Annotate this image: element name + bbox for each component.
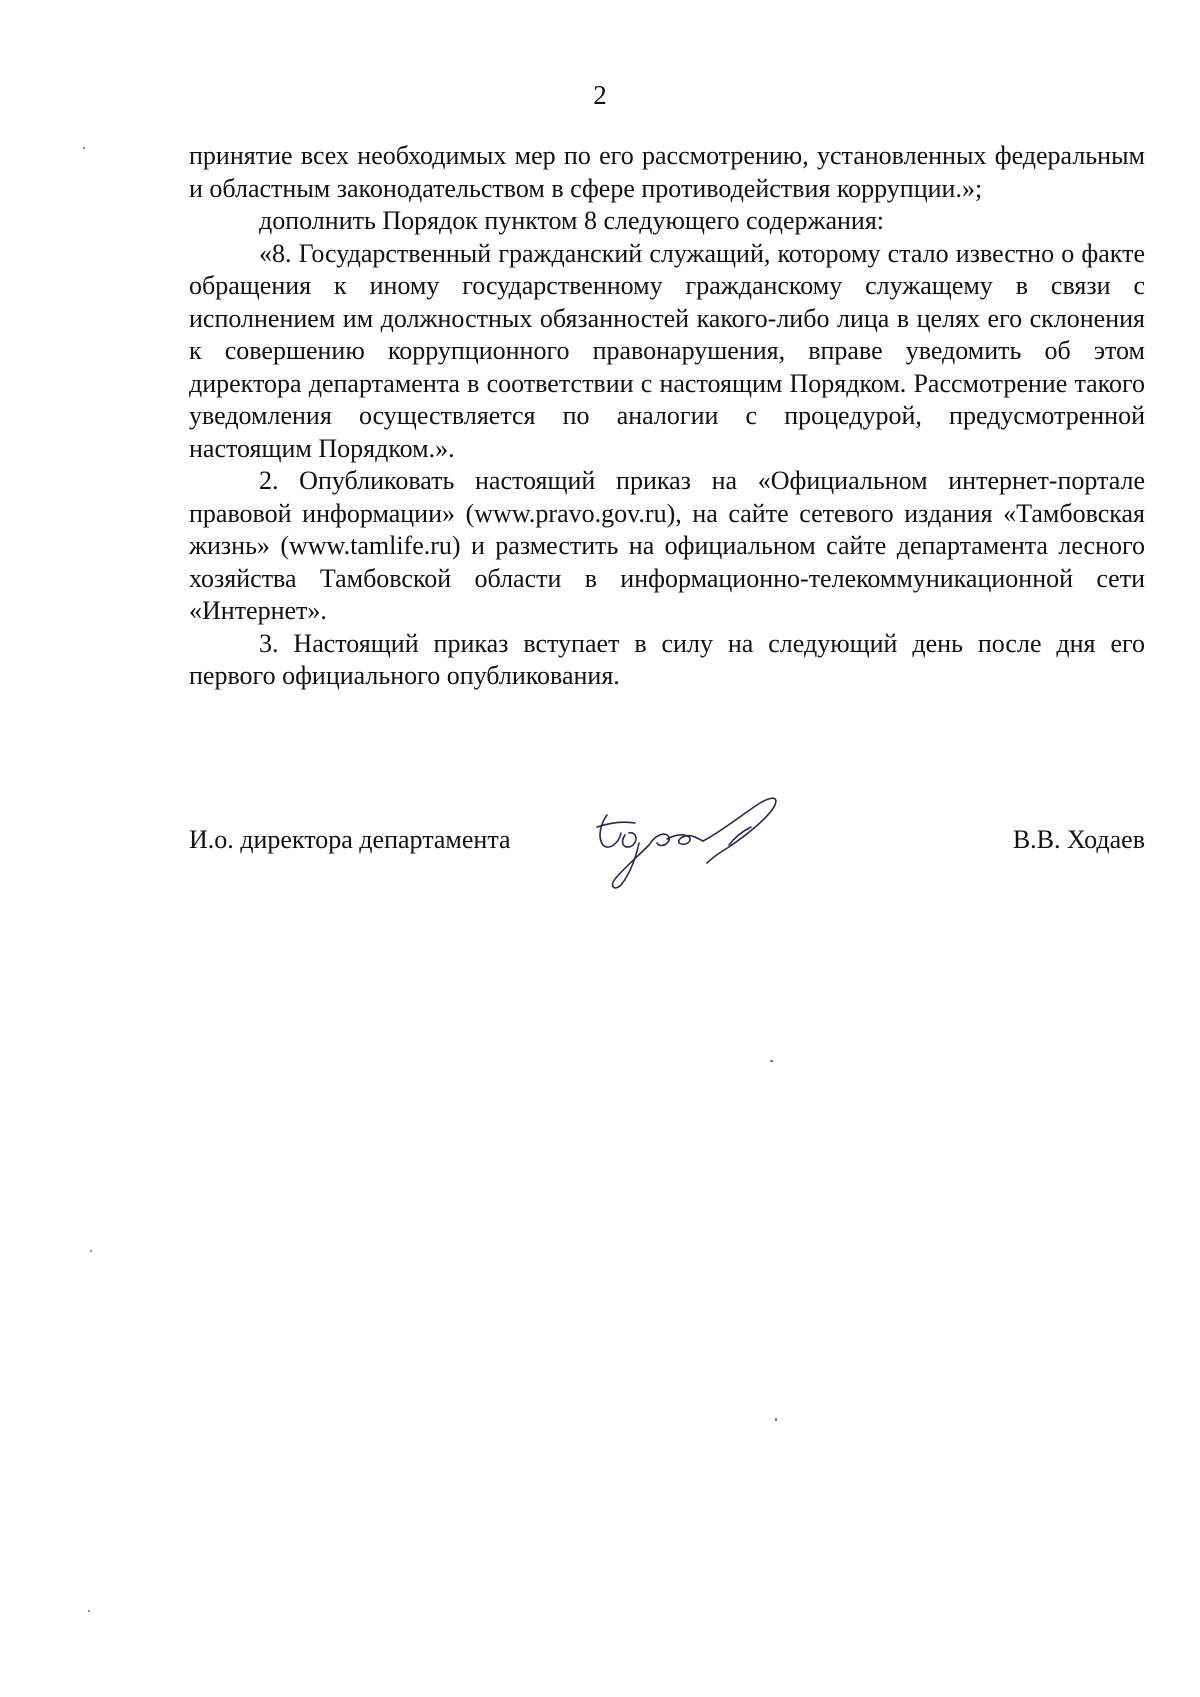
scan-speck bbox=[90, 1250, 92, 1252]
paragraph-item-8: «8. Государственный гражданский служащий, которому стало известно о факте обращения к иному государственному гражданскому служащему в связи с исполнением им должностных обязанностей какого-либо лица в целях его склонения к совершению коррупционного правонарушения, вправе уведомить об этом директора департамента в соответствии с настоящим Порядком. Рассмотрение такого уведомления осуществляется по аналогии с процедурой, предусмотренной настоящим Порядком.». bbox=[189, 238, 1145, 463]
signature-block bbox=[189, 795, 1145, 915]
scan-speck bbox=[770, 1060, 773, 1062]
paragraph-amendment-intro: дополнить Порядок пунктом 8 следующего содержания: bbox=[259, 206, 885, 235]
page-number: 2 bbox=[593, 80, 607, 110]
paragraph-effective-date: 3. Настоящий приказ вступает в силу на следующий день после дня его первого официального опубликования. bbox=[189, 628, 1145, 690]
paragraph-publication: 2. Опубликовать настоящий приказ на «Официальном интернет-портале правовой информации» (www.pravo.gov.ru), на сайте сетевого издания «Тамбовская жизнь» (www.tamlife.ru) и разместить на официальном сайте департамента лесного хозяйства Тамбовской области в информационно-телекоммуникационной сети «Интернет». bbox=[189, 466, 1145, 625]
scan-speck bbox=[88, 1610, 90, 1612]
paragraph-continuation: принятие всех необходимых мер по его рассмотрению, установленных федеральным и областным законодательством в сфере противодействия коррупции.»; bbox=[189, 141, 1145, 203]
document-body bbox=[189, 140, 1145, 693]
signatory-name: В.В. Ходаев bbox=[1012, 825, 1145, 854]
scan-speck bbox=[83, 147, 85, 149]
signatory-title: И.о. директора департамента bbox=[189, 825, 511, 854]
handwritten-signature-icon bbox=[579, 787, 809, 902]
scan-speck bbox=[775, 1418, 777, 1421]
